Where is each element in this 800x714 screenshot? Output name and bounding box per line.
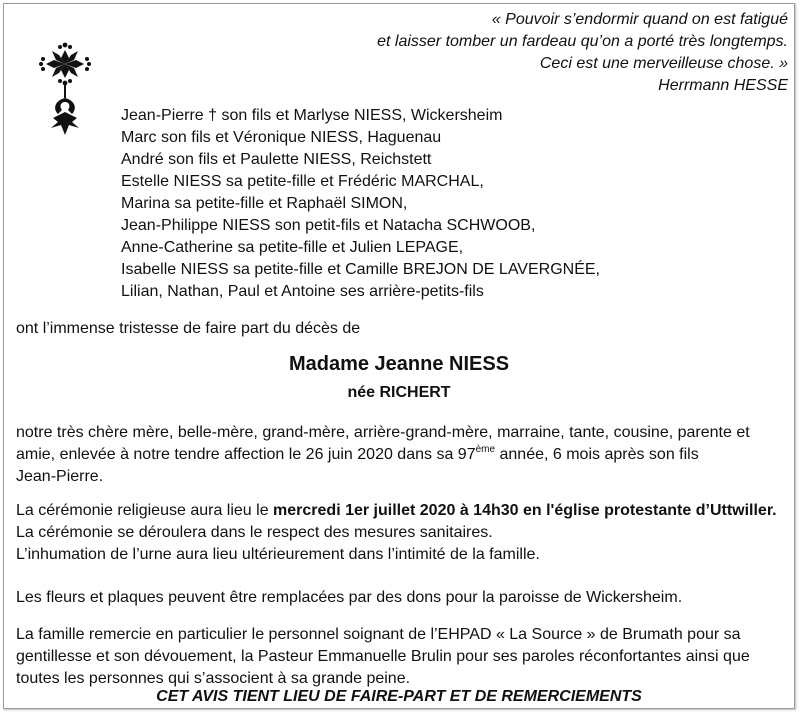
family-member-line: Anne-Catherine sa petite-fille et Julien LEPAGE, [121,239,464,256]
paragraph-line: La famille remercie en particulier le personnel soignant de l’EHPAD « La Source » de Brumath pour sa [16,626,741,643]
quote-line: « Pouvoir s’endormir quand on est fatigué [491,11,788,28]
ordinal-suffix: ème [475,444,496,455]
maiden-name: née RICHERT [347,384,451,401]
epigraph-quote [377,9,788,97]
quote-line: et laisser tomber un fardeau qu’on a porté très longtemps. [377,33,788,50]
family-list [121,105,600,303]
family-member-line: André son fils et Paulette NIESS, Reichstett [121,151,432,168]
paragraph-line: Jean-Pierre. [16,468,104,485]
family-member-line: Jean-Pierre † son fils et Marlyse NIESS, Wickersheim [121,107,503,124]
thanks-paragraph [16,624,786,690]
quote-author: Herrmann HESSE [658,77,788,94]
family-member-line: Marc son fils et Véronique NIESS, Haguenau [121,129,442,146]
family-member-line: Estelle NIESS sa petite-fille et Frédéric MARCHAL, [121,173,484,190]
ceremony-paragraph [16,500,786,566]
huguenot-cross-icon [34,38,96,145]
paragraph-line: La cérémonie se déroulera dans le respect des mesures sanitaires. [16,524,493,541]
ceremony-datetime: mercredi 1er juillet 2020 à 14h30 en l'église protestante d’Uttwiller. [273,502,777,519]
relationship-paragraph [16,422,786,488]
paragraph-line [16,500,786,522]
age-text: amie, enlevée à notre tendre affection le 26 juin 2020 dans sa 97 [16,446,476,463]
family-member-line: Lilian, Nathan, Paul et Antoine ses arrière-petits-fils [121,283,484,300]
quote-line: Ceci est une merveilleuse chose. » [539,55,788,72]
death-notice [3,3,795,709]
announcement-intro: ont l’immense tristesse de faire part du décès de [16,320,361,337]
paragraph-line: toutes les personnes qui s’associent à sa grande peine. [16,670,411,687]
paragraph-line: notre très chère mère, belle-mère, grand-mère, arrière-grand-mère, marraine, tante, cousine, parente et [16,424,750,441]
family-member-line: Isabelle NIESS sa petite-fille et Camille BREJON DE LAVERGNÉE, [121,261,600,278]
paragraph-line: L’inhumation de l’urne aura lieu ultérieurement dans l’intimité de la famille. [16,546,540,563]
family-member-line: Marina sa petite-fille et Raphaël SIMON, [121,195,408,212]
footer-notice: CET AVIS TIENT LIEU DE FAIRE-PART ET DE REMERCIEMENTS [156,688,642,705]
paragraph-line: gentillesse et son dévouement, la Pasteur Emmanuelle Brulin pour ses paroles réconfortantes ainsi que [16,648,750,665]
donations-paragraph [16,587,786,609]
date-text: année, 6 mois après son fils [495,446,699,463]
paragraph-line: Les fleurs et plaques peuvent être remplacées par des dons pour la paroisse de Wickersheim. [16,589,683,606]
paragraph-line [16,444,786,466]
family-member-line: Jean-Philippe NIESS son petit-fils et Natacha SCHWOOB, [121,217,536,234]
ceremony-intro: La cérémonie religieuse aura lieu le [16,502,274,519]
deceased-name: Madame Jeanne NIESS [288,353,510,375]
